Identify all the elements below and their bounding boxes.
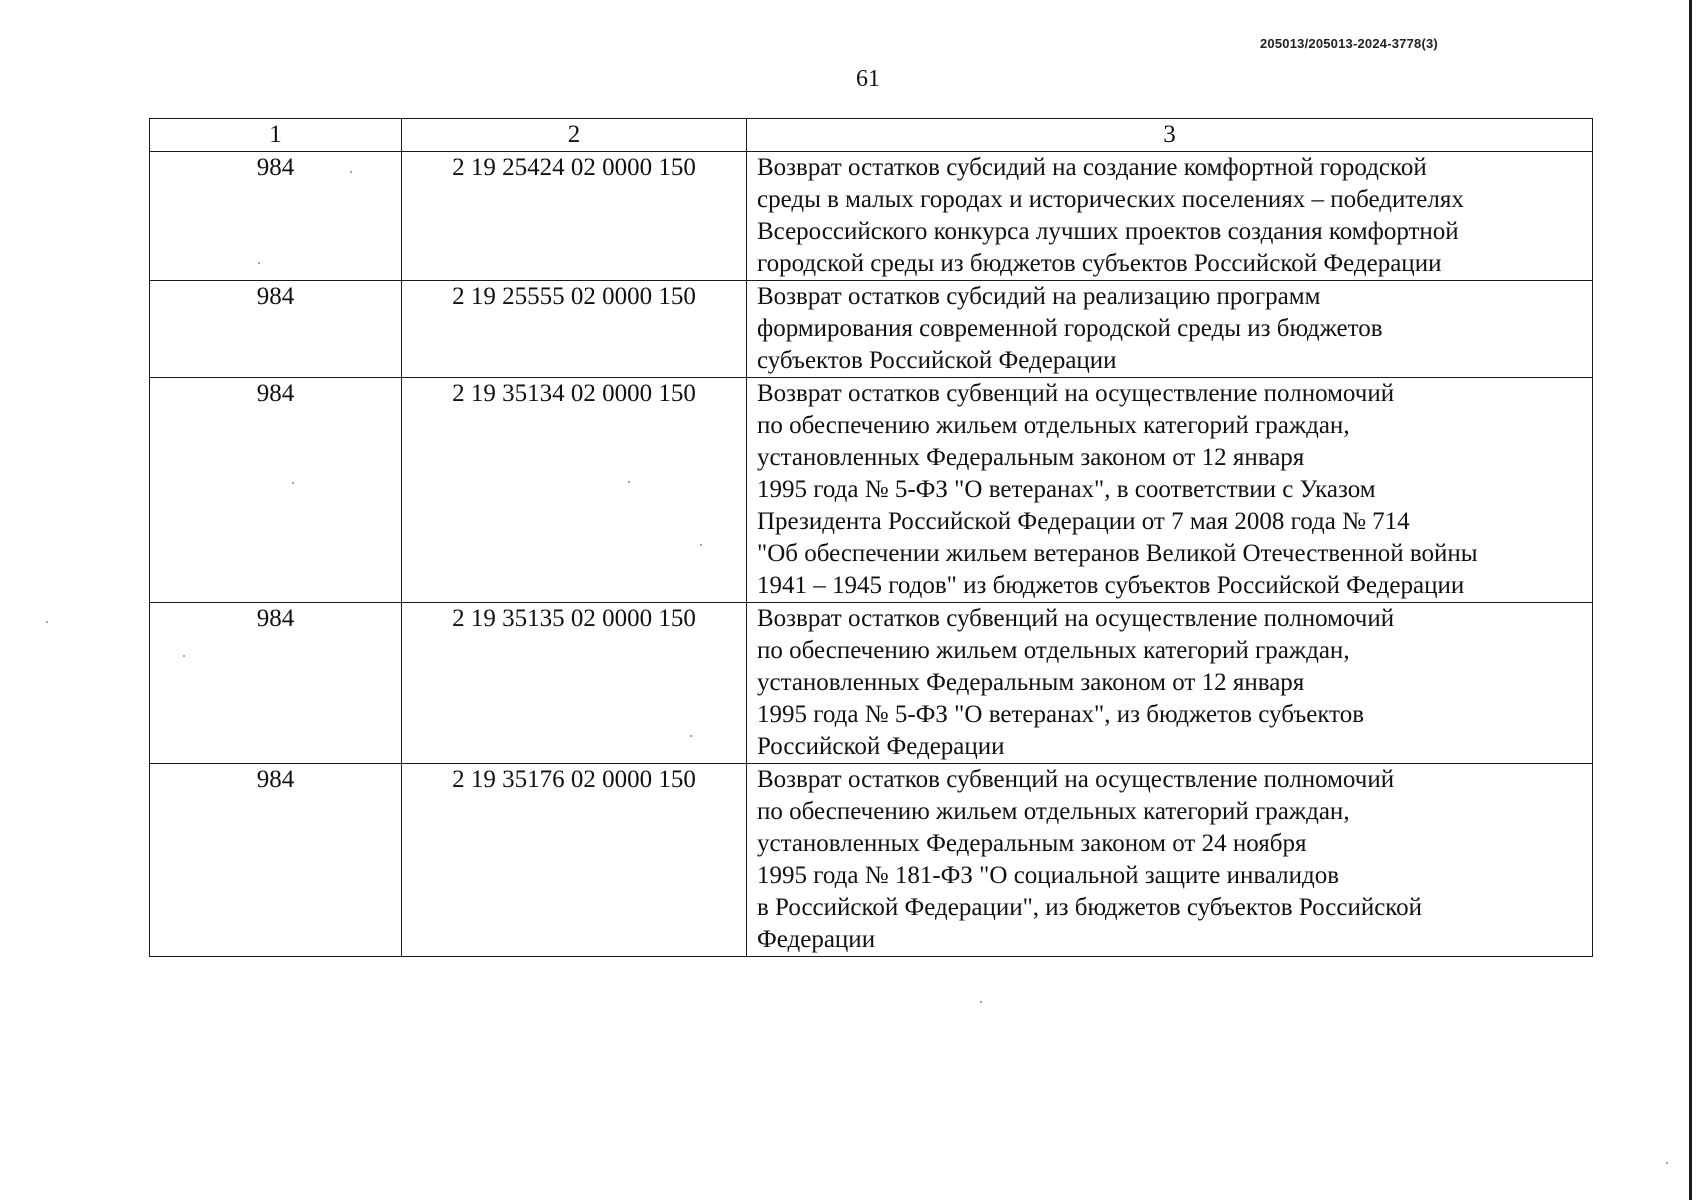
description-line: Возврат остатков субсидий на реализацию программ	[757, 283, 1321, 310]
table-row	[150, 603, 1593, 764]
description-line: установленных Федеральным законом от 12 января	[757, 444, 1305, 471]
description-line: 1995 года № 181-ФЗ "О социальной защите инвалидов	[757, 862, 1340, 889]
table-row	[150, 378, 1593, 603]
description-cell	[747, 152, 1593, 281]
description-cell	[747, 378, 1593, 603]
description-line: Всероссийского конкурса лучших проектов создания комфортной	[757, 218, 1459, 245]
description-line: Российской Федерации	[757, 733, 1005, 760]
description-line: Федерации	[757, 926, 876, 953]
description-line: 1995 года № 5-ФЗ "О ветеранах", в соответствии с Указом	[757, 476, 1376, 503]
admin-code-cell: 984	[150, 281, 402, 378]
scan-edge-line	[1689, 0, 1692, 1200]
description-line: 1995 года № 5-ФЗ "О ветеранах", из бюджетов субъектов	[757, 701, 1365, 728]
description-line: 1941 – 1945 годов" из бюджетов субъектов Российской Федерации	[757, 572, 1465, 599]
scan-speck	[690, 735, 692, 737]
description-line: установленных Федеральным законом от 12 января	[757, 669, 1305, 696]
column-header-2: 2	[402, 119, 747, 152]
description-cell	[747, 281, 1593, 378]
budget-code-cell: 2 19 35134 02 0000 150	[402, 378, 747, 603]
description-line: "Об обеспечении жильем ветеранов Великой Отечественной войны	[757, 540, 1478, 567]
budget-code-cell: 2 19 25424 02 0000 150	[402, 152, 747, 281]
column-header-1: 1	[150, 119, 402, 152]
table-header-row	[150, 119, 1593, 152]
column-header-3: 3	[747, 119, 1593, 152]
budget-code-cell: 2 19 35135 02 0000 150	[402, 603, 747, 764]
scan-speck	[980, 1001, 982, 1003]
scan-speck	[46, 621, 48, 623]
scan-speck	[628, 481, 630, 483]
description-line: Возврат остатков субвенций на осуществление полномочий	[757, 766, 1395, 793]
description-line: Возврат остатков субвенций на осуществление полномочий	[757, 380, 1395, 407]
description-cell	[747, 764, 1593, 957]
description-line: по обеспечению жильем отдельных категорий граждан,	[757, 412, 1350, 439]
description-cell	[747, 603, 1593, 764]
budget-codes-table	[149, 118, 1593, 957]
table-row	[150, 764, 1593, 957]
table-row	[150, 152, 1593, 281]
description-line: в Российской Федерации", из бюджетов субъектов Российской	[757, 894, 1423, 921]
admin-code-cell: 984	[150, 152, 402, 281]
scan-speck	[1666, 1162, 1668, 1164]
admin-code-cell: 984	[150, 603, 402, 764]
table-row	[150, 281, 1593, 378]
description-line: по обеспечению жильем отдельных категорий граждан,	[757, 798, 1350, 825]
description-line: установленных Федеральным законом от 24 ноября	[757, 830, 1307, 857]
description-line: городской среды из бюджетов субъектов Российской Федерации	[757, 250, 1442, 277]
description-line: субъектов Российской Федерации	[757, 347, 1117, 374]
description-line: Возврат остатков субвенций на осуществление полномочий	[757, 605, 1395, 632]
description-line: среды в малых городах и исторических поселениях – победителях	[757, 186, 1464, 213]
budget-code-cell: 2 19 25555 02 0000 150	[402, 281, 747, 378]
budget-code-cell: 2 19 35176 02 0000 150	[402, 764, 747, 957]
description-line: Возврат остатков субсидий на создание комфортной городской	[757, 154, 1427, 181]
scan-speck	[700, 544, 702, 546]
description-line: Президента Российской Федерации от 7 мая 2008 года № 714	[757, 508, 1410, 535]
admin-code-cell: 984	[150, 764, 402, 957]
document-id: 205013/205013-2024-3778(3)	[1260, 36, 1438, 51]
description-line: по обеспечению жильем отдельных категорий граждан,	[757, 637, 1350, 664]
scan-speck	[292, 482, 294, 484]
page-number: 61	[856, 66, 880, 92]
scan-speck	[258, 262, 260, 264]
admin-code-cell: 984	[150, 378, 402, 603]
scan-speck	[350, 171, 352, 173]
description-line: формирования современной городской среды из бюджетов	[757, 315, 1383, 342]
scan-speck	[183, 655, 185, 657]
